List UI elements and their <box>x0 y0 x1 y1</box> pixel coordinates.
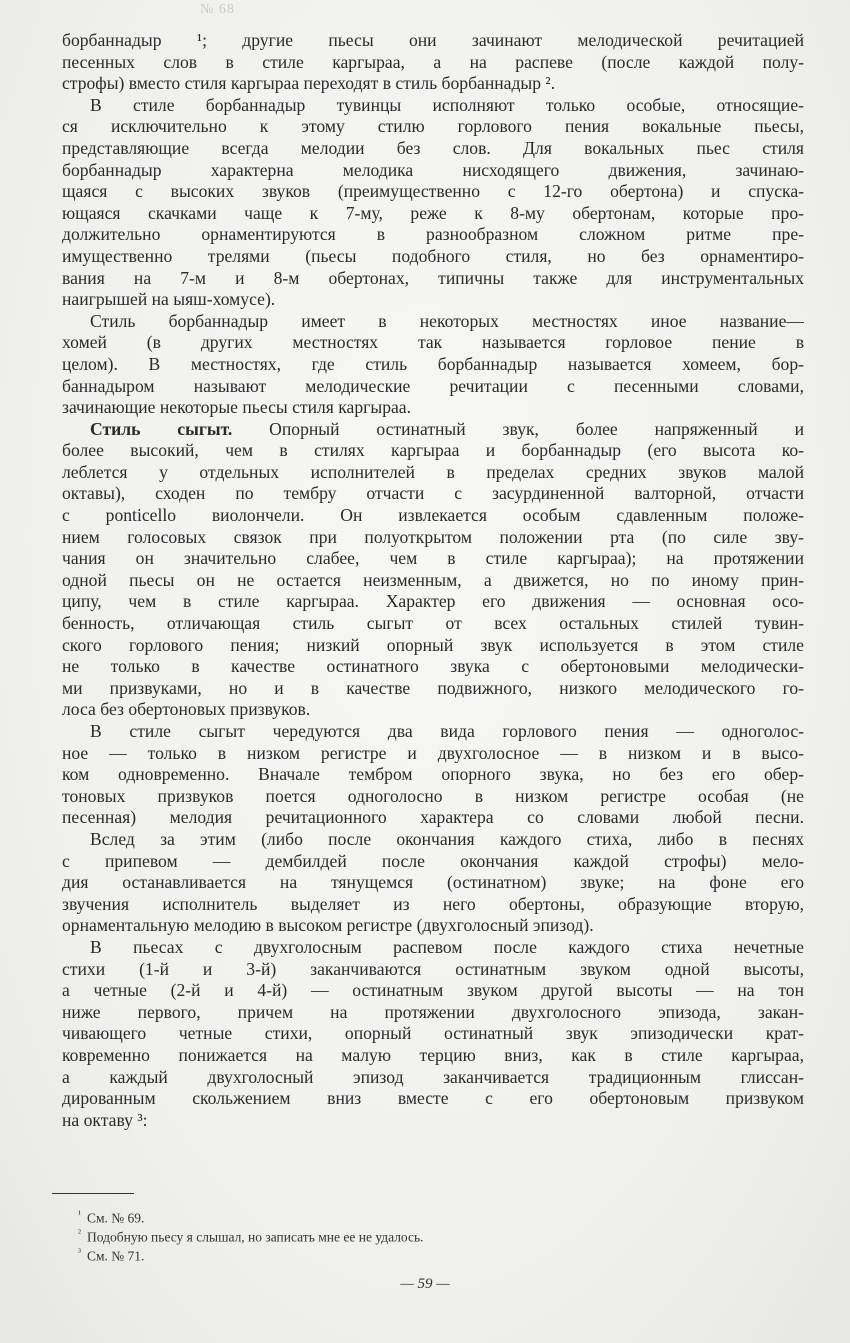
paragraph-khomei <box>62 311 804 419</box>
text-line: В стиле сыгыт чередуются два вида горлового пения — одноголос- <box>90 721 804 741</box>
text-line: ное — только в низком регистре и двухголосное — в низком и в высо- <box>62 742 804 763</box>
text-line: должительно орнаментируются в разнообразном сложном ритме пре- <box>62 224 804 245</box>
footnote-text: См. № 69. <box>87 1210 145 1226</box>
text-line: одной пьесы он не остается неизменным, а движется, но по иному прин- <box>62 569 804 590</box>
text-line: на октаву ³: <box>62 1109 148 1130</box>
text-line: ющаяся скачками чаще к 7-му, реже к 8-му обертонам, которые про- <box>62 202 804 223</box>
text-line: чания он значительно слабее, чем в стиле каргыраа); на протяжении <box>62 548 804 569</box>
text-line: Вслед за этим (либо после окончания каждого стиха, либо в песнях <box>90 828 804 849</box>
footnote-mark: ² <box>78 1228 81 1239</box>
footnotes <box>78 1205 424 1262</box>
text-line: октавы), сходен по тембру отчасти с засурдиненной валторной, отчасти <box>62 483 804 504</box>
text-line: целом). В местностях, где стиль борбаннадыр называется хомеем, бор- <box>62 353 804 374</box>
text-line: нием голосовых связок при полуоткрытом положении рта (по силе зву- <box>62 526 804 547</box>
text-line: песенная) мелодия речитационного характера со словами любой песни. <box>62 807 804 828</box>
text-line: представляющие всегда мелодии без слов. Для вокальных пьес стиля <box>62 137 804 158</box>
footnote-separator <box>52 1193 134 1194</box>
footnote-mark: ¹ <box>78 1209 81 1220</box>
text-line: ского горлового пения; низкий опорный звук используется в этом стиле <box>62 634 804 655</box>
text-line: ся исключительно к этому стилю горлового пения вокальные пьесы, <box>62 116 804 137</box>
text-line: наигрышей на ыяш-хомусе). <box>62 289 276 310</box>
text-line: леблется у отдельных исполнителей в пределах средних звуков малой <box>62 461 804 482</box>
text-line: с ponticello виолончели. Он извлекается особым сдавленным положе- <box>62 505 804 526</box>
text-line: вания на 7-м и 8-м обертонах, типичны также для инструментальных <box>62 267 804 288</box>
text-line: а каждый двухголосный эпизод заканчивается традиционным глиссан- <box>62 1066 804 1087</box>
paragraph-sygyt <box>62 419 804 721</box>
text-line: лоса без обертоновых призвуков. <box>62 699 311 720</box>
text-line: имущественно трелями (пьесы подобного стиля, но без орнаментиро- <box>62 245 804 266</box>
section-heading: Стиль сыгыт. <box>90 418 233 439</box>
text-line: ципу, чем в стиле каргыраа. Характер его движения — основная осо- <box>62 591 804 612</box>
text-line: дированным скольжением вниз вместе с его обертоновым призвуком <box>62 1088 804 1109</box>
paragraph-two-voices <box>62 721 804 937</box>
footnote <box>78 1243 424 1262</box>
text-line: щаяся с высоких звуков (преимущественно с 12-го обертона) и спуска- <box>62 181 804 202</box>
text-line: бенность, отличающая стиль сыгыт от всех остальных стилей тувин- <box>62 613 804 634</box>
text-line: ми призвуками, но и в качестве подвижного, низкого мелодического го- <box>62 677 804 698</box>
text-line: с припевом — дембилдей после окончания каждой строфы) мело- <box>62 850 804 871</box>
text-line: строфы) вместо стиля каргыраа переходят в стиль борбаннадыр ². <box>62 73 556 94</box>
text-line: чивающего четные стихи, опорный остинатный звук эпизодически крат- <box>62 1023 804 1044</box>
text-line: стихи (1-й и 3-й) заканчиваются остинатным звуком одной высоты, <box>62 958 804 979</box>
text-line: ком одновременно. Вначале тембром опорного звука, но без его обер- <box>62 764 804 785</box>
text-line: хомей (в других местностях так называется горловое пение в <box>62 332 804 353</box>
bleed-through-text: № 68 <box>200 2 235 17</box>
text-run: Опорный остинатный звук, более напряженный и <box>232 418 804 439</box>
paragraph-two-voice-refrain <box>62 937 804 1131</box>
page-number: — 59 — <box>400 1276 450 1292</box>
text-line: не только в качестве остинатного звука с обертоновыми мелодически- <box>62 656 804 677</box>
text-line: дия останавливается на тянущемся (остинатном) звуке; на фоне его <box>62 872 804 893</box>
text-line: баннадыром называют мелодические речитации с песенными словами, <box>62 375 804 396</box>
text-line: звучения исполнитель выделяет из него обертоны, образующие вторую, <box>62 893 804 914</box>
text-line: В пьесах с двухголосным распевом после каждого стиха нечетные <box>90 936 804 957</box>
footnote <box>78 1205 424 1224</box>
footnote-text: Подобную пьесу я слышал, но записать мне ее не удалось. <box>87 1229 424 1245</box>
body-text <box>62 30 804 1131</box>
text-line: а четные (2-й и 4-й) — остинатным звуком другой высоты — на тон <box>62 980 804 1001</box>
text-line: борбаннадыр ¹; другие пьесы они зачинают мелодической речитацией <box>62 30 804 50</box>
text-line: В стиле борбаннадыр тувинцы исполняют только особые, относящие- <box>90 94 804 115</box>
text-line: зачинающие некоторые пьесы стиля каргыраа. <box>62 397 412 418</box>
text-line: ниже первого, причем на протяжении двухголосного эпизода, закан- <box>62 1001 804 1022</box>
paragraph-continuation <box>62 30 804 95</box>
footnote-text: См. № 71. <box>87 1248 145 1264</box>
footnote-mark: ³ <box>78 1247 81 1258</box>
text-line <box>62 419 804 441</box>
text-line: борбаннадыр характерна мелодика нисходящего движения, зачинаю- <box>62 159 804 180</box>
text-line: тоновых призвуков поется одноголосно в низком регистре особая (не <box>62 785 804 806</box>
text-line: песенных слов в стиле каргыраа, а на распеве (после каждой полу- <box>62 51 804 72</box>
text-line: более высокий, чем в стилях каргыраа и борбаннадыр (его высота ко- <box>62 440 804 461</box>
footnote <box>78 1224 424 1243</box>
text-line: орнаментальную мелодию в высоком регистре (двухголосный эпизод). <box>62 915 594 936</box>
paragraph-borbannadyr <box>62 95 804 311</box>
text-line: Стиль борбаннадыр имеет в некоторых местностях иное название— <box>90 310 804 331</box>
text-line: ковременно понижается на малую терцию вниз, как в стиле каргыраа, <box>62 1044 804 1065</box>
